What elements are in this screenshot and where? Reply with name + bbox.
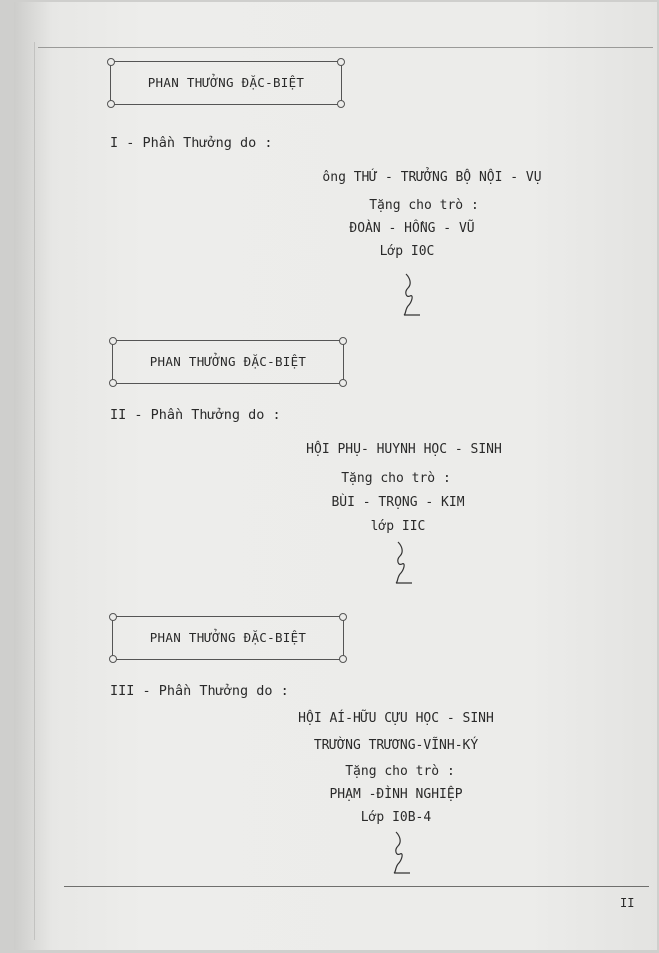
document-page — [14, 2, 657, 950]
section-3-title-box — [112, 616, 344, 660]
section-1-title-box — [110, 61, 342, 105]
section-3-student: PHẠM -ĐÌNH NGHIỆP — [329, 787, 463, 802]
section-3-heading: III - Phần Thưởng do : — [110, 683, 289, 699]
bottom-rule — [64, 886, 649, 887]
page-number: II — [620, 896, 635, 910]
section-2-title: PHAN THƯỞNG ĐẶC-BIỆT — [149, 354, 307, 369]
section-1-student: ĐOÀN - HỒNG - VŨ — [349, 221, 475, 236]
section-1-title: PHAN THƯỞNG ĐẶC-BIỆT — [147, 75, 305, 90]
section-2-heading: II - Phần Thưởng do : — [110, 407, 281, 423]
section-1-class: Lớp I0C — [379, 244, 435, 259]
top-rule — [38, 47, 653, 48]
section-1-flourish — [400, 272, 422, 318]
section-3-award-to: Tặng cho trò : — [345, 764, 455, 779]
section-1-donor-line-1: ông THỨ - TRƯỞNG BỘ NỘI - VỤ — [322, 170, 542, 185]
section-2-flourish — [392, 540, 414, 586]
section-3-class: Lớp I0B-4 — [360, 810, 432, 825]
binding-margin — [34, 42, 35, 940]
section-2-donor-line-1: HỘI PHỤ- HUYNH HỌC - SINH — [306, 442, 502, 457]
section-2-title-box — [112, 340, 344, 384]
section-1-award-to: Tặng cho trò : — [369, 198, 479, 213]
section-3-donor-line-2: TRƯỜNG TRƯƠNG-VĨNH-KÝ — [313, 738, 479, 753]
section-2-class: lớp IIC — [370, 519, 426, 534]
section-3-donor-line-1: HỘI AÍ-HỮU CỰU HỌC - SINH — [298, 711, 494, 726]
section-2-award-to: Tặng cho trò : — [341, 471, 451, 486]
section-3-flourish — [390, 830, 412, 876]
section-3-title: PHAN THƯỞNG ĐẶC-BIỆT — [149, 630, 307, 645]
section-2-student: BÙI - TRỌNG - KIM — [331, 495, 465, 510]
section-1-heading: I - Phần Thưởng do : — [110, 135, 273, 151]
